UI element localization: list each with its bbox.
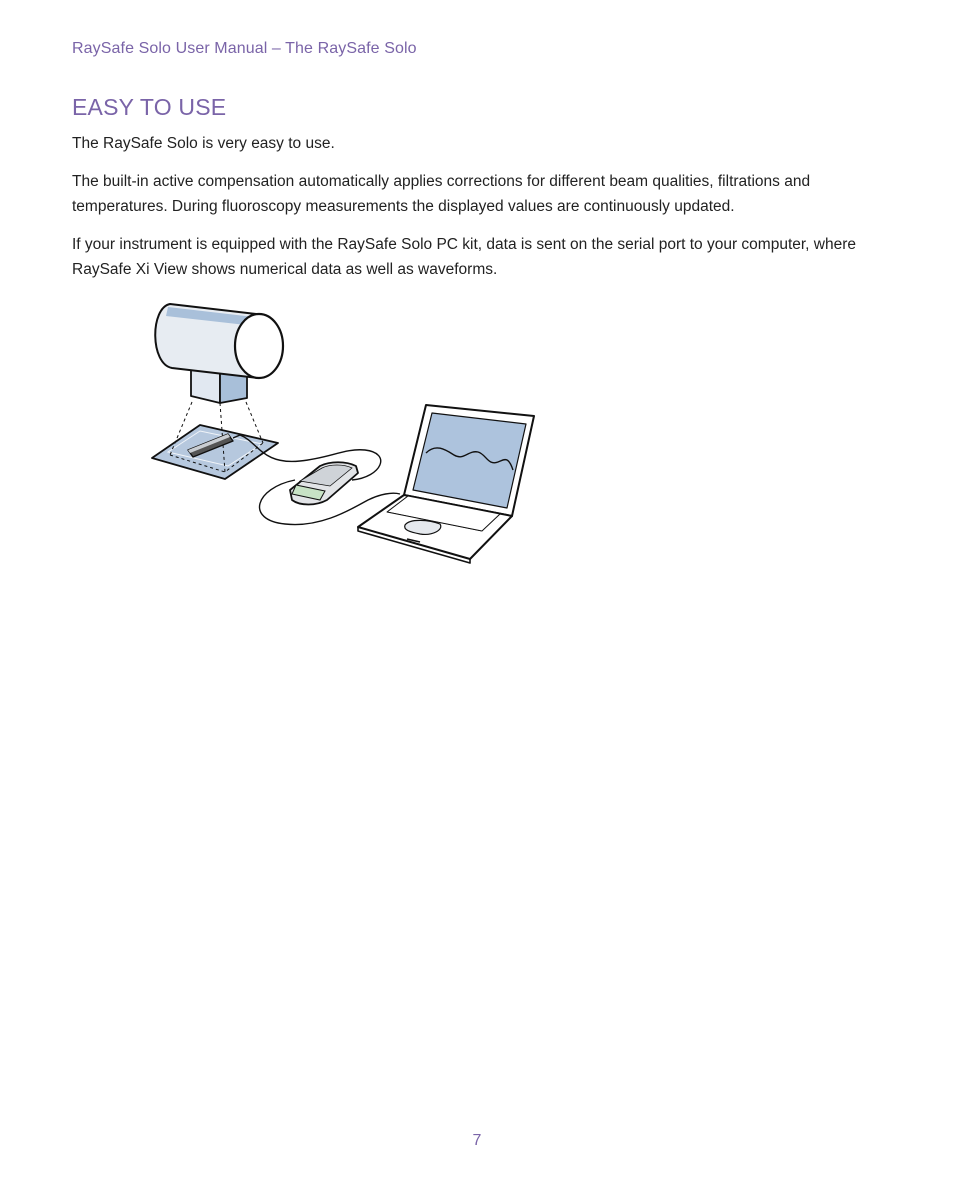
paragraph-compensation: The built-in active compensation automatically applies corrections for different beam qualities, filtrations and temperatures. During fluoroscopy measurements the displayed values are continuously updated. — [72, 173, 811, 215]
laptop — [358, 405, 534, 563]
running-header: RaySafe Solo User Manual – The RaySafe Solo — [72, 40, 417, 57]
page-number: 7 — [472, 1132, 482, 1149]
section-heading: EASY TO USE — [72, 94, 227, 120]
solo-base-unit — [290, 462, 358, 504]
paragraph-pc-kit: If your instrument is equipped with the RaySafe Solo PC kit, data is sent on the serial port to your computer, where RaySafe Xi View shows numerical data as well as waveforms. — [72, 236, 857, 278]
xray-tube — [155, 304, 283, 403]
setup-illustration — [145, 298, 545, 568]
paragraph-intro: The RaySafe Solo is very easy to use. — [72, 135, 335, 152]
